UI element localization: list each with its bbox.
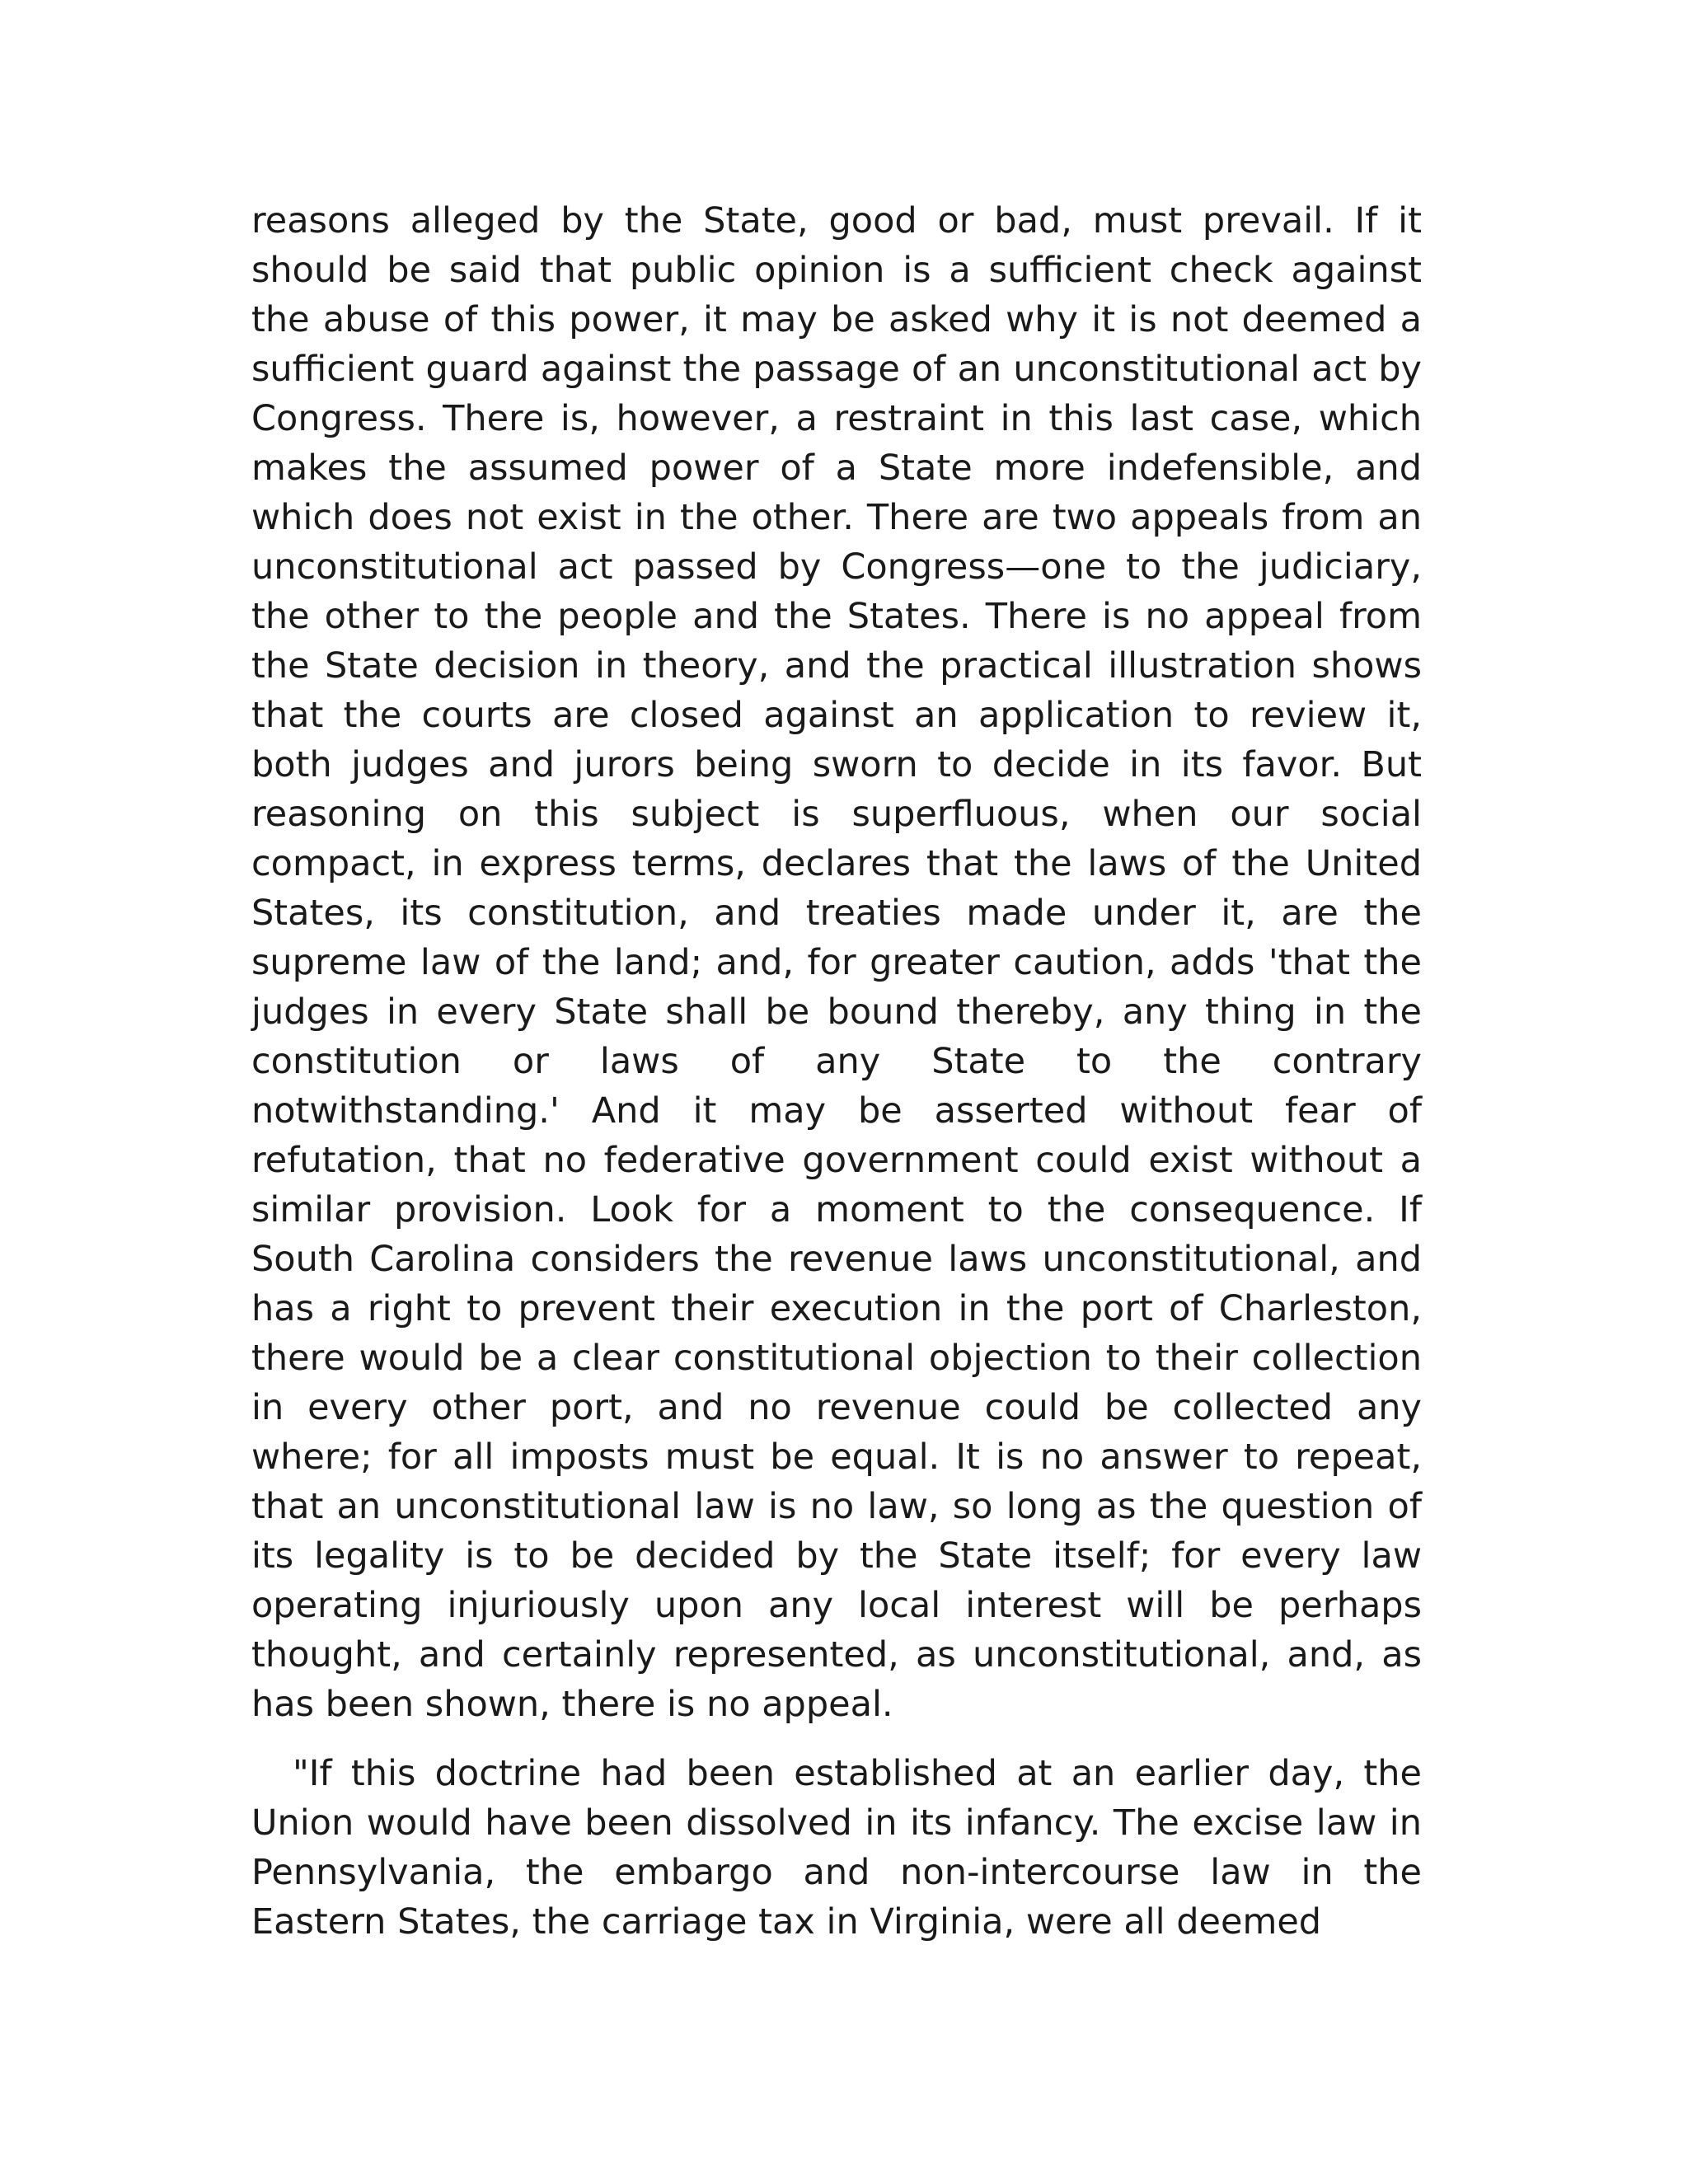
body-text [251,196,1422,1947]
paragraph: "If this doctrine had been established at an earlier day, the Union would have been dissolved in its infancy. The excise law in Pennsylvania, the embargo and non-intercourse law in the Eastern States, the carriage tax in Virginia, were all deemed [251,1753,1422,1943]
paragraph: reasons alleged by the State, good or bad, must prevail. If it should be said that public opinion is a sufficient check against the abuse of this power, it may be asked why it is not deemed a sufficient guard against the passage of an unconstitutional act by Congress. There is, however, a restraint in this last case, which makes the assumed power of a State more indefensible, and which does not exist in the other. There are two appeals from an unconstitutional act passed by Congress—one to the judiciary, the other to the people and the States. There is no appeal from the State decision in theory, and the practical illustration shows that the courts are closed against an application to review it, both judges and jurors being sworn to decide in its favor. But reasoning on this subject is superfluous, when our social compact, in express terms, declares that the laws of the United States, its constitution, and treaties made under it, are the supreme law of the land; and, for greater caution, adds 'that the judges in every State shall be bound thereby, any thing in the constitution or laws of any State to the contrary notwithstanding.' And it may be asserted without fear of refutation, that no federative government could exist without a similar provision. Look for a moment to the consequence. If South Carolina considers the revenue laws unconstitutional, and has a right to prevent their execution in the port of Charleston, there would be a clear constitutional objection to their collection in every other port, and no revenue could be collected any where; for all imposts must be equal. It is no answer to repeat, that an unconstitutional law is no law, so long as the question of its legality is to be decided by the State itself; for every law operating injuriously upon any local interest will be perhaps thought, and certainly represented, as unconstitutional, and, as has been shown, there is no appeal. [251,200,1422,1725]
